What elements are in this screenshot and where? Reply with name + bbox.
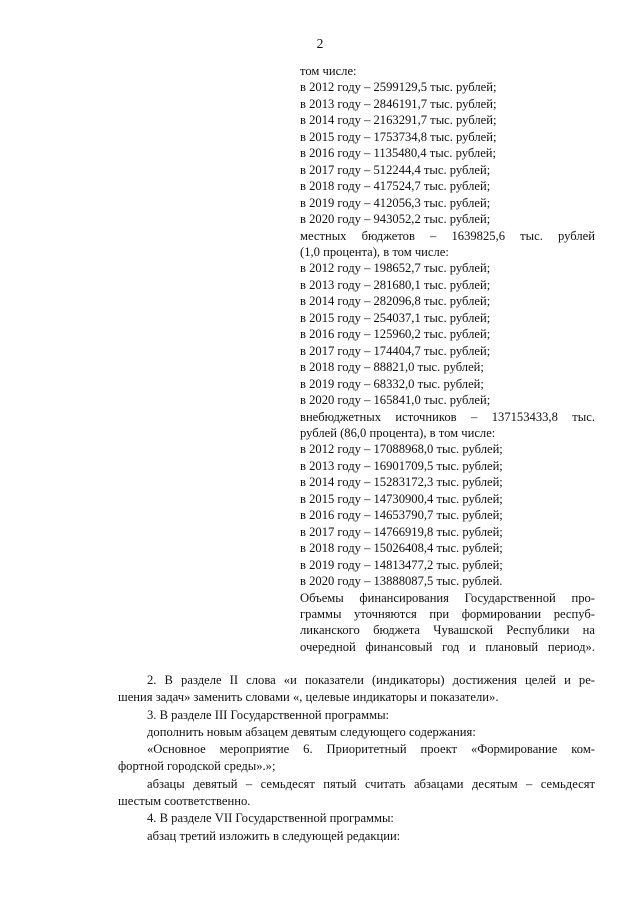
list-item: в 2016 году – 1135480,4 тыс. рублей; — [300, 146, 497, 161]
closing-line: ликанского бюджета Чувашской Республики на — [300, 623, 595, 638]
column-intro: том числе: — [300, 64, 357, 78]
list-item: в 2014 году – 15283172,3 тыс. рублей; — [300, 475, 503, 490]
quote-line: «Основное мероприятие 6. Приоритетный проект «Формирование ком- — [147, 742, 595, 757]
item-3: 3. В разделе III Государственной программы: — [147, 707, 390, 722]
list-item: в 2018 году – 88821,0 тыс. рублей; — [300, 360, 484, 375]
local-budgets-heading-cont: (1,0 процента), в том числе: — [300, 244, 449, 259]
amendment-items — [118, 672, 595, 845]
list-item: в 2012 году – 2599129,5 тыс. рублей; — [300, 80, 497, 95]
closing-line: очередной финансовый год и плановый период». — [300, 639, 595, 654]
list-item: в 2019 году – 68332,0 тыс. рублей; — [300, 376, 484, 391]
renumber-line: абзацы девятый – семьдесят пятый считать абзацами десятым – семьдесят — [147, 776, 595, 791]
list-item: в 2019 году – 412056,3 тыс. рублей; — [300, 195, 491, 210]
closing-line: Объемы финансирования Государственной про- — [300, 590, 595, 605]
item-2-line: 2. В разделе II слова «и показатели (индикаторы) достижения целей и ре- — [147, 673, 595, 687]
local-budgets-heading: местных бюджетов – 1639825,6 тыс. рублей — [300, 228, 595, 243]
closing-line: граммы уточняются при формировании респуб- — [300, 606, 595, 621]
list-item: в 2015 году – 14730900,4 тыс. рублей; — [300, 491, 503, 506]
list-item: в 2020 году – 943052,2 тыс. рублей; — [300, 212, 491, 227]
item-3-instruction: дополнить новым абзацем девятым следующего содержания: — [147, 724, 476, 739]
list-item: в 2017 году – 512244,4 тыс. рублей; — [300, 162, 491, 177]
renumber-line-cont: шестым соответственно. — [118, 794, 251, 809]
list-item: в 2012 году – 198652,7 тыс. рублей; — [300, 261, 491, 276]
list-item: в 2013 году – 16901709,5 тыс. рублей; — [300, 458, 503, 473]
funding-column — [300, 63, 595, 655]
list-item: в 2020 году – 13888087,5 тыс. рублей. — [300, 574, 503, 589]
list-item: в 2018 году – 15026408,4 тыс. рублей; — [300, 541, 503, 556]
list-item: в 2014 году – 2163291,7 тыс. рублей; — [300, 113, 497, 128]
closing-note — [300, 590, 595, 656]
page-number: 2 — [316, 36, 324, 51]
list-item: в 2018 году – 417524,7 тыс. рублей; — [300, 179, 491, 194]
quote-line-cont: фортной городской среды».»; — [118, 759, 276, 774]
list-item: в 2013 году – 2846191,7 тыс. рублей; — [300, 96, 497, 111]
list-item: в 2020 году – 165841,0 тыс. рублей; — [300, 393, 491, 408]
list-item: в 2016 году – 14653790,7 тыс. рублей; — [300, 508, 503, 523]
list-item: в 2015 году – 254037,1 тыс. рублей; — [300, 310, 491, 325]
item-4: 4. В разделе VII Государственной программы: — [147, 811, 394, 826]
extrabudgetary-heading-cont: рублей (86,0 процента), в том числе: — [300, 425, 496, 440]
extrabudgetary-list — [300, 441, 595, 589]
list-item: в 2016 году – 125960,2 тыс. рублей; — [300, 327, 491, 342]
list-item: в 2017 году – 14766919,8 тыс. рублей; — [300, 524, 503, 539]
list-item: в 2013 году – 281680,1 тыс. рублей; — [300, 277, 491, 292]
extrabudgetary-heading: внебюджетных источников – 137153433,8 тыс. — [300, 409, 595, 424]
item-2-line-cont: шения задач» заменить словами «, целевые индикаторы и показатели». — [118, 690, 499, 705]
republican-budget-list — [300, 79, 595, 227]
list-item: в 2017 году – 174404,7 тыс. рублей; — [300, 343, 491, 358]
list-item: в 2015 году – 1753734,8 тыс. рублей; — [300, 129, 497, 144]
item-4-instruction: абзац третий изложить в следующей редакции: — [147, 828, 401, 843]
list-item: в 2012 году – 17088968,0 тыс. рублей; — [300, 442, 503, 457]
list-item: в 2019 году – 14813477,2 тыс. рублей; — [300, 557, 503, 572]
local-budget-list — [300, 260, 595, 408]
list-item: в 2014 году – 282096,8 тыс. рублей; — [300, 294, 491, 309]
